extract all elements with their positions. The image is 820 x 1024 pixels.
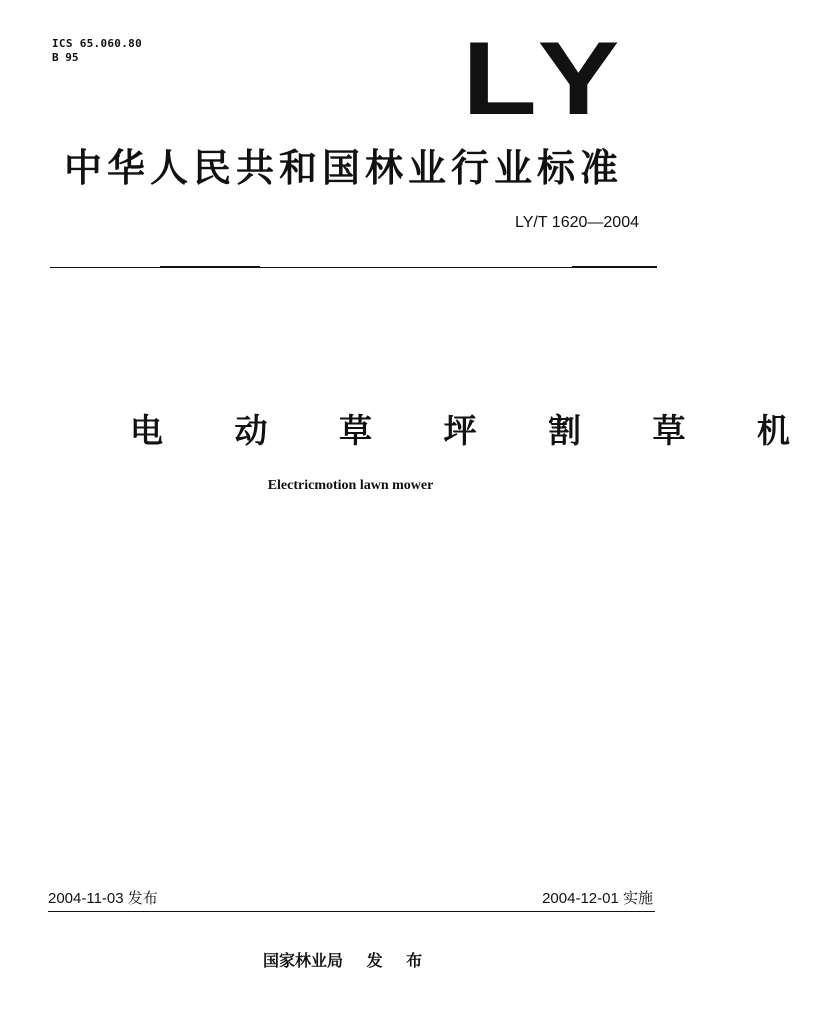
- ly-logo: LY: [462, 21, 632, 137]
- issuing-authority: 国家林业局 发 布: [263, 951, 423, 970]
- standard-title: 中华人民共和国林业行业标准: [64, 146, 624, 190]
- header-divider-accent: [572, 266, 657, 267]
- header-divider-accent: [160, 266, 260, 267]
- document-title-cn: 电 动 草 坪 割 草 机: [130, 411, 820, 450]
- document-title-en: Electricmotion lawn mower: [267, 478, 434, 493]
- ics-code: ICS 65.060.80: [52, 37, 142, 50]
- issue-date: 2004-11-03 发布: [48, 890, 158, 907]
- classification-code: B 95: [52, 51, 79, 64]
- header-divider: [50, 267, 657, 268]
- footer-divider: [48, 911, 655, 912]
- implementation-date: 2004-12-01 实施: [542, 890, 653, 907]
- standard-number: LY/T 1620—2004: [515, 214, 639, 231]
